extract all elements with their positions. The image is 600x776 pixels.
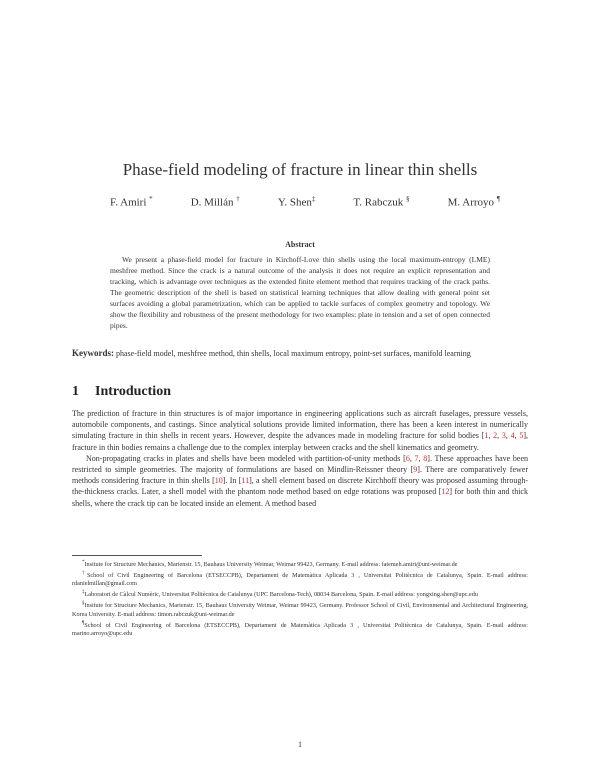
author-name: F. Amiri <box>110 196 147 209</box>
author <box>278 195 316 209</box>
footnote <box>72 559 528 569</box>
text-run: ] for both thin and thick shells, where the crack tip can be located inside an element. A method based <box>72 487 528 508</box>
footnotes <box>72 559 528 639</box>
author-mark: ‡ <box>311 195 316 203</box>
footnote-mark: ¶ <box>82 620 85 626</box>
citation-link[interactable]: 11 <box>241 476 250 486</box>
text-run: ]. These approaches have been restricted to simple geometries. The majority of formulations are based on Mindlin-Reissner theory [ <box>72 453 529 475</box>
author-name: Y. Shen <box>277 196 312 209</box>
author <box>353 195 409 209</box>
footnote <box>72 570 528 589</box>
citation-link[interactable]: 1 <box>484 431 489 441</box>
text-run: ]. There are comparatively fewer methods considering fracture in thin shells [ <box>72 465 529 486</box>
text-run: ]. In [ <box>222 476 242 486</box>
paragraph: The prediction of fracture in thin structures is of major importance in engineering applications such as aircraft fuselages, pressure vessels, automobile components, and castings. Since analytical solutions provide limited information, there has been a keen interest in numerically simulating fracture in thin shells in recent years. However, despite the advances made in modeling fracture for solid bodies [1, 2, 3, 4, 5], fracture in thin bodies remains a challenge due to the complex interplay between cracks and the shell kinematics and geometry. <box>72 409 529 452</box>
section-heading <box>72 384 171 400</box>
author <box>448 195 500 209</box>
footnote-divider <box>72 555 202 556</box>
footnote-text: School of Civil Engineering of Barcelona (ETSECCPB), Departament de Matemàtica Aplicada 3 , Universitat Politècnica de Catalunya, Spain. E-mail address: rdanielmillan@gmail.com <box>72 572 529 588</box>
text-run: ], a shell element based on discrete Kirchhoff theory was proposed assuming through-the-thickness cracks. Later, a shell model with the phantom node method based on edge rotations was proposed [ <box>72 476 528 497</box>
section-number: 1 <box>72 384 79 399</box>
footnote-mark: * <box>82 560 85 565</box>
page-number: 1 <box>298 740 302 749</box>
text-run: The prediction of fracture in thin structures is of major importance in engineering applications such as aircraft fuselages, pressure vessels, automobile components, and castings. Since analytical solutions provide limited information, there has been a keen interest in numerically simulating fracture in thin shells in recent years. However, despite the advances made in modeling fracture for solid bodies [ <box>72 409 528 441</box>
citation-link[interactable]: 3 <box>501 431 506 441</box>
citation-link[interactable]: 6 <box>405 453 410 463</box>
keywords-text: phase-field model, meshfree method, thin shells, local maximum entropy, point-set surfaces, manifold learning <box>116 349 471 358</box>
footnote <box>72 620 528 639</box>
footnote-text: Laboratori de Càlcul Numèric, Universitat Politècnica de Catalunya (UPC Barcelona-Tech), 08034 Barcelona, Spain. E-mail address: yongxing.shen@upc.edu <box>84 591 478 599</box>
footnote-mark: ‡ <box>82 590 85 596</box>
citation-link[interactable]: 12 <box>441 487 450 497</box>
footnote-mark: § <box>82 601 85 607</box>
citation-link[interactable]: 8 <box>423 453 428 463</box>
abstract-heading: Abstract <box>285 240 315 249</box>
abstract-text: We present a phase-field model for fracture in Kirchoff-Love thin shells using the local maximum-entropy (LME) meshfree method. Since the crack is a natural outcome of the analysis it does not require an explicit representation and tracking, which is advantage over techniques as the extended finite element method that requires tracking of the crack paths. The geometric description of the shell is based on statistical learning techniques that allow dealing with general point set surfaces avoiding a global parametrization, which can be applied to tackle surfaces of complex geometry and topology. We show the flexibility and robustness of the present methodology for two examples: plate in tension and a set of open connected pipes. <box>110 255 490 330</box>
citation-link[interactable]: 2 <box>493 431 498 441</box>
keywords-label: Keywords: <box>72 348 114 358</box>
text-run: Non-propagating cracks in plates and shells have been modeled with partition-of-unity methods [ <box>86 453 406 463</box>
keywords <box>72 348 528 359</box>
author-mark: * <box>149 195 153 203</box>
author-name: M. Arroyo <box>447 196 495 209</box>
author-name: D. Millán <box>190 196 234 209</box>
author-list <box>110 195 500 209</box>
author <box>110 195 153 209</box>
footnote <box>72 589 528 599</box>
paper-title: Phase-field modeling of fracture in linear thin shells <box>122 160 478 179</box>
section-title: Introduction <box>95 384 171 399</box>
paragraph: Non-propagating cracks in plates and shells have been modeled with partition-of-unity methods [6, 7, 8]. These approaches have been restricted to simple geometries. The majority of formulations are based on Mindlin-Reissner theory [9]. There are comparatively fewer methods considering fracture in thin shells [10]. In [11], a shell element based on discrete Kirchhoff theory was proposed assuming through-the-thickness cracks. Later, a shell model with the phantom node method based on edge rotations was proposed [12] for both thin and thick shells, where the crack tip can be located inside an element. A method based <box>72 453 529 508</box>
citation-link[interactable]: 5 <box>519 431 524 441</box>
citation-link[interactable]: 4 <box>510 431 515 441</box>
footnote-text: Insitute for Structure Mechanics, Marienstr. 15, Bauhaus University Weimar, Weimar 99423, Germany. E-mail address: fatemeh.amiri@uni-weimar.de <box>84 561 458 569</box>
footnote-mark: † <box>82 570 87 576</box>
text-run: ], fracture in thin bodies remains a challenge due to the complex interplay between cracks and the shell kinematics and geometry. <box>72 431 529 452</box>
body-text <box>72 408 528 509</box>
author-mark: ¶ <box>496 195 500 203</box>
author-mark: § <box>406 195 410 203</box>
footnote-text: Insitute for Structure Mechanics, Marienstr. 15, Bauhaus University Weimar, Weimar 99423, Germany. Professor School of Civil, Environmental and Architectural Engineering, Korea University. E-mail address: timon.rabczuk@uni-weimar.de <box>72 602 528 618</box>
author-mark: † <box>236 195 240 203</box>
citation-link[interactable]: 9 <box>413 465 418 475</box>
author-name: T. Rabczuk <box>353 196 404 209</box>
citation-link[interactable]: 10 <box>214 476 223 486</box>
footnote <box>72 600 528 619</box>
footnote-text: School of Civil Engineering of Barcelona (ETSECCPB), Departament de Matemàtica Aplicada 3 , Universitat Politècnica de Catalunya, Spain. E-mail address: marino.arroyo@upc.edu <box>72 621 528 638</box>
author <box>191 195 240 209</box>
citation-link[interactable]: 7 <box>414 453 419 463</box>
